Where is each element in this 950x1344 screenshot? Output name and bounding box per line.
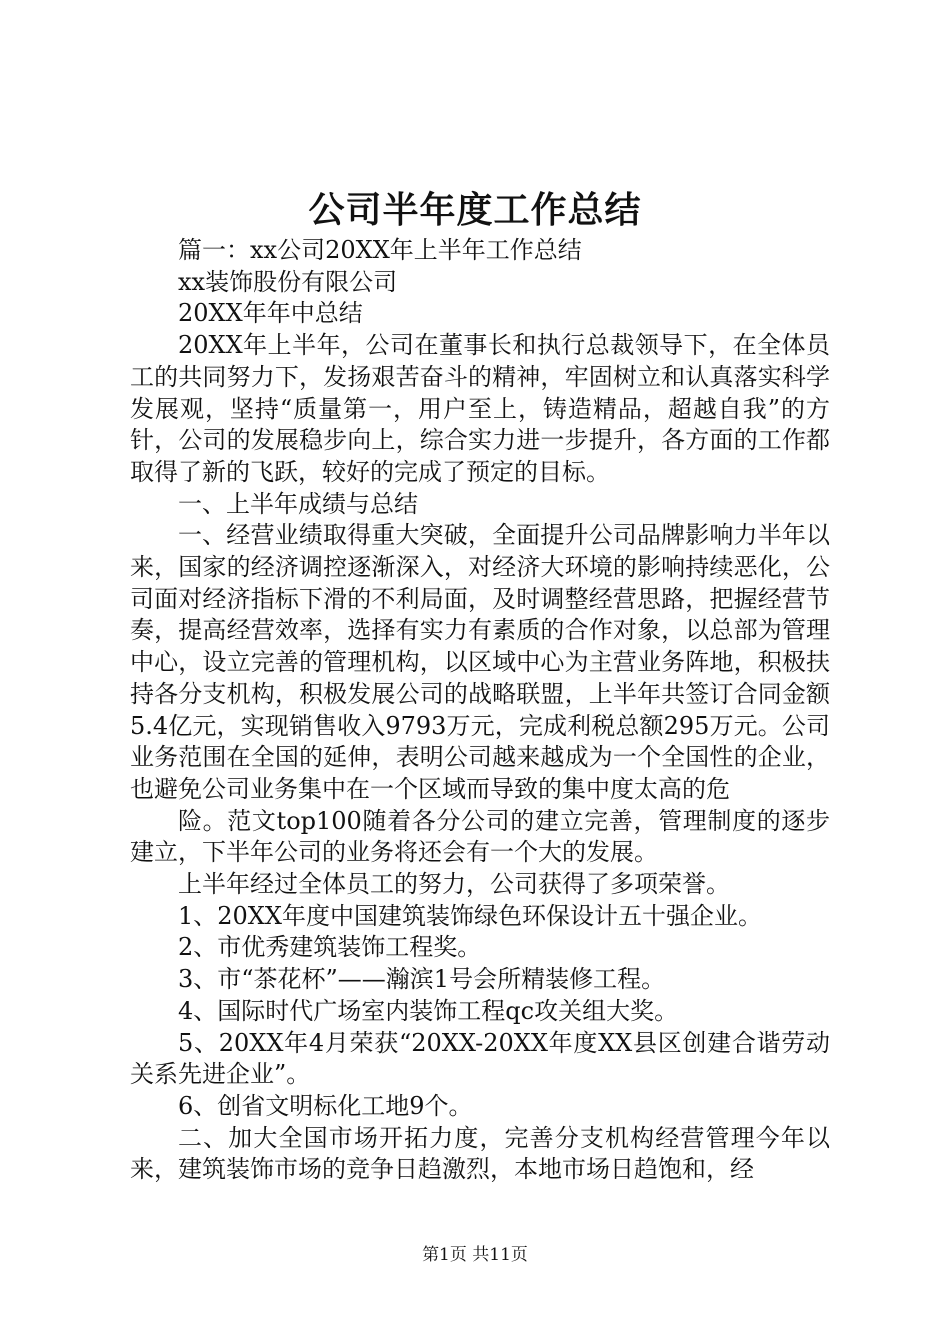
list-item-honor-5: 5、20XX年4月荣获“20XX-20XX年度XX县区创建合谐劳动关系先进企业”。 <box>130 1028 830 1089</box>
page-number-footer: 第1页 共11页 <box>422 1245 528 1265</box>
list-item-honor-2: 2、市优秀建筑装饰工程奖。 <box>178 933 482 962</box>
list-item-honor-6: 6、创省文明标化工地9个。 <box>178 1091 473 1120</box>
list-item-honor-4: 4、国际时代广场室内装饰工程qc攻关组大奖。 <box>178 996 679 1025</box>
paragraph-honors-intro: 上半年经过全体员工的努力，公司获得了多项荣誉。 <box>178 870 730 899</box>
paragraph-company-name: xx装饰股份有限公司 <box>178 267 398 296</box>
paragraph-chapter-heading: 篇一：xx公司20XX年上半年工作总结 <box>178 236 582 264</box>
paragraph-business-performance: 一、经营业绩取得重大突破，全面提升公司品牌影响力半年以来，国家的经济调控逐渐深入，对经济大环境的影响持续恶化，公司面对经济指标下滑的不利局面，及时调整经营思路，把握经营节奏，提高经营效率，选择有实力有素质的合作对象，以总部为管理中心，设立完善的管理机构，以区域中心为主营业务阵地，积极扶持各分支机构，积极发展公司的战略联盟，上半年共签订合同金额5.4亿元，实现销售收入9793万元，完成利税总额295万元。公司业务范围在全国的延伸，表明公司越来越成为一个全国性的企业，也避免公司业务集中在一个区域而导致的集中度太高的危 <box>130 521 830 803</box>
list-item-honor-1: 1、20XX年度中国建筑装饰绿色环保设计五十强企业。 <box>178 901 762 930</box>
paragraph-market-expansion: 二、加大全国市场开拓力度，完善分支机构经营管理今年以来，建筑装饰市场的竞争日趋激烈，本地市场日趋饱和，经 <box>130 1123 830 1184</box>
document-body <box>130 235 830 1186</box>
paragraph-section-heading: 一、上半年成绩与总结 <box>178 489 418 518</box>
document-title: 公司半年度工作总结 <box>308 189 642 231</box>
paragraph-intro: 20XX年上半年，公司在董事长和执行总裁领导下，在全体员工的共同努力下，发扬艰苦奋斗的精神，牢固树立和认真落实科学发展观，坚持“质量第一，用户至上，铸造精品，超越自我”的方针，公司的发展稳步向上，综合实力进一步提升，各方面的工作都取得了新的飞跃，较好的完成了预定的目标。 <box>130 331 830 486</box>
list-item-honor-3: 3、市“茶花杯”——瀚滨1号会所精装修工程。 <box>178 965 666 994</box>
paragraph-report-name: 20XX年年中总结 <box>178 299 363 328</box>
paragraph-development: 险。范文top100随着各分公司的建立完善，管理制度的逐步建立，下半年公司的业务将还会有一个大的发展。 <box>130 806 830 867</box>
